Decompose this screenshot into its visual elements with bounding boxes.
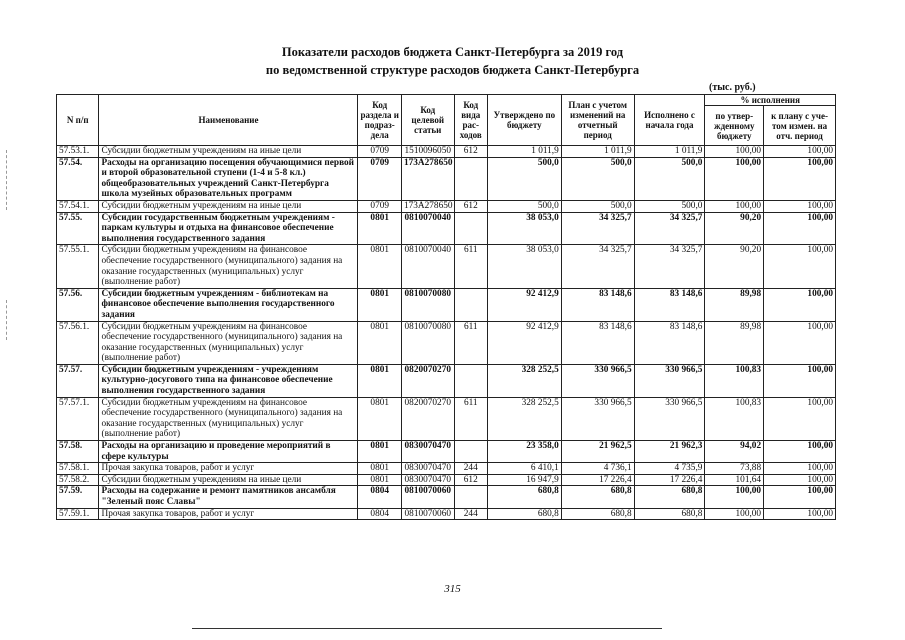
row-pct-plan: 100,00 xyxy=(764,212,836,245)
table-row xyxy=(57,288,836,321)
bottom-rule xyxy=(192,628,662,629)
row-number: 57.58. xyxy=(57,441,99,463)
row-pct-plan: 100,00 xyxy=(764,474,836,486)
table-row xyxy=(57,463,836,475)
row-executed: 83 148,6 xyxy=(634,321,705,364)
row-pct-plan: 100,00 xyxy=(764,245,836,288)
row-pct-approved: 100,83 xyxy=(705,364,764,397)
row-approved: 92 412,9 xyxy=(487,321,561,364)
row-plan: 500,0 xyxy=(561,200,634,212)
row-executed: 500,0 xyxy=(634,157,705,200)
row-name: Расходы на организацию посещения обучающимися первой и второй образовательной ступени (1-4 и 5-8 кл.) общеобразовательных учреждений Санкт-Петербурга школа музейных образовательных программ xyxy=(99,157,358,200)
row-number: 57.57. xyxy=(57,364,99,397)
row-name: Субсидии бюджетным учреждениям на финансовое обеспечение государственного (муниципального) задания на оказание государственных (муниципальных) услуг (выполнение работ) xyxy=(99,397,358,440)
row-target-code: 0810070060 xyxy=(401,486,454,508)
row-plan: 83 148,6 xyxy=(561,321,634,364)
row-number: 57.55.1. xyxy=(57,245,99,288)
row-number: 57.53.1. xyxy=(57,146,99,158)
row-executed: 83 148,6 xyxy=(634,288,705,321)
row-executed: 34 325,7 xyxy=(634,212,705,245)
row-approved: 38 053,0 xyxy=(487,245,561,288)
row-section-code: 0709 xyxy=(358,146,402,158)
row-target-code: 0830070470 xyxy=(401,463,454,475)
row-executed: 17 226,4 xyxy=(634,474,705,486)
row-plan: 21 962,5 xyxy=(561,441,634,463)
row-section-code: 0801 xyxy=(358,463,402,475)
row-name: Субсидии бюджетным учреждениям на иные цели xyxy=(99,146,358,158)
row-approved: 500,0 xyxy=(487,157,561,200)
row-executed: 4 735,9 xyxy=(634,463,705,475)
row-number: 57.56. xyxy=(57,288,99,321)
header-name: Наименование xyxy=(99,95,358,146)
row-section-code: 0801 xyxy=(358,397,402,440)
row-executed: 500,0 xyxy=(634,200,705,212)
row-target-code: 0820070270 xyxy=(401,397,454,440)
row-approved: 6 410,1 xyxy=(487,463,561,475)
row-pct-plan: 100,00 xyxy=(764,321,836,364)
row-approved: 38 053,0 xyxy=(487,212,561,245)
row-target-code: 0810070040 xyxy=(401,212,454,245)
row-pct-approved: 89,98 xyxy=(705,288,764,321)
page-number: 315 xyxy=(444,583,461,595)
row-name: Субсидии бюджетным учреждениям на иные цели xyxy=(99,474,358,486)
row-pct-approved: 100,83 xyxy=(705,397,764,440)
row-section-code: 0801 xyxy=(358,212,402,245)
row-target-code: 173A278650 xyxy=(401,157,454,200)
row-pct-approved: 100,00 xyxy=(705,157,764,200)
row-name: Прочая закупка товаров, работ и услуг xyxy=(99,463,358,475)
row-section-code: 0709 xyxy=(358,200,402,212)
row-pct-plan: 100,00 xyxy=(764,508,836,520)
page-title: Показатели расходов бюджета Санкт-Петербурга за 2019 год xyxy=(281,45,624,59)
row-number: 57.57.1. xyxy=(57,397,99,440)
row-type-code xyxy=(454,157,487,200)
row-pct-plan: 100,00 xyxy=(764,288,836,321)
row-approved: 328 252,5 xyxy=(487,364,561,397)
row-name: Прочая закупка товаров, работ и услуг xyxy=(99,508,358,520)
row-type-code xyxy=(454,364,487,397)
row-plan: 34 325,7 xyxy=(561,245,634,288)
row-approved: 328 252,5 xyxy=(487,397,561,440)
row-plan: 500,0 xyxy=(561,157,634,200)
header-section: Код раздела и подраз-дела xyxy=(358,95,402,146)
header-executed: Исполнено с начала года xyxy=(634,95,705,146)
row-approved: 16 947,9 xyxy=(487,474,561,486)
row-plan: 4 736,1 xyxy=(561,463,634,475)
table-row xyxy=(57,441,836,463)
row-pct-plan: 100,00 xyxy=(764,441,836,463)
row-name: Субсидии бюджетным учреждениям на финансовое обеспечение государственного (муниципального) задания на оказание государственных (муниципальных) услуг (выполнение работ) xyxy=(99,245,358,288)
table-row xyxy=(57,212,836,245)
margin-mark xyxy=(6,300,7,340)
row-executed: 330 966,5 xyxy=(634,364,705,397)
row-approved: 680,8 xyxy=(487,486,561,508)
row-number: 57.54.1. xyxy=(57,200,99,212)
row-executed: 34 325,7 xyxy=(634,245,705,288)
row-pct-plan: 100,00 xyxy=(764,146,836,158)
budget-table xyxy=(56,94,836,520)
row-name: Субсидии бюджетным учреждениям на иные цели xyxy=(99,200,358,212)
row-pct-approved: 90,20 xyxy=(705,245,764,288)
row-number: 57.55. xyxy=(57,212,99,245)
table-row xyxy=(57,157,836,200)
row-pct-plan: 100,00 xyxy=(764,463,836,475)
row-target-code: 173A278650 xyxy=(401,200,454,212)
row-type-code: 612 xyxy=(454,146,487,158)
row-plan: 330 966,5 xyxy=(561,397,634,440)
row-number: 57.59.1. xyxy=(57,508,99,520)
row-approved: 680,8 xyxy=(487,508,561,520)
row-name: Субсидии бюджетным учреждениям на финансовое обеспечение государственного (муниципального) задания на оказание государственных (муниципальных) услуг (выполнение работ) xyxy=(99,321,358,364)
row-pct-plan: 100,00 xyxy=(764,200,836,212)
row-type-code: 244 xyxy=(454,508,487,520)
row-pct-approved: 100,00 xyxy=(705,200,764,212)
row-section-code: 0709 xyxy=(358,157,402,200)
row-name: Расходы на содержание и ремонт памятников ансамбля "Зеленый пояс Славы" xyxy=(99,486,358,508)
row-executed: 21 962,3 xyxy=(634,441,705,463)
table-row xyxy=(57,508,836,520)
row-approved: 1 011,9 xyxy=(487,146,561,158)
row-target-code: 0810070040 xyxy=(401,245,454,288)
row-number: 57.59. xyxy=(57,486,99,508)
row-section-code: 0801 xyxy=(358,321,402,364)
row-type-code: 612 xyxy=(454,474,487,486)
row-pct-approved: 89,98 xyxy=(705,321,764,364)
header-type: Код вида рас-ходов xyxy=(454,95,487,146)
row-executed: 1 011,9 xyxy=(634,146,705,158)
row-pct-approved: 94,02 xyxy=(705,441,764,463)
row-section-code: 0804 xyxy=(358,508,402,520)
row-section-code: 0804 xyxy=(358,486,402,508)
row-name: Субсидии бюджетным учреждениям - библиотекам на финансовое обеспечение выполнения государственного задания xyxy=(99,288,358,321)
row-number: 57.56.1. xyxy=(57,321,99,364)
row-plan: 17 226,4 xyxy=(561,474,634,486)
row-approved: 92 412,9 xyxy=(487,288,561,321)
row-target-code: 1510096050 xyxy=(401,146,454,158)
row-plan: 1 011,9 xyxy=(561,146,634,158)
row-section-code: 0801 xyxy=(358,441,402,463)
row-type-code xyxy=(454,441,487,463)
row-plan: 680,8 xyxy=(561,486,634,508)
row-target-code: 0810070060 xyxy=(401,508,454,520)
row-executed: 680,8 xyxy=(634,486,705,508)
units-label: (тыс. руб.) xyxy=(709,82,756,93)
row-type-code: 611 xyxy=(454,397,487,440)
row-number: 57.58.1. xyxy=(57,463,99,475)
row-name: Расходы на организацию и проведение мероприятий в сфере культуры xyxy=(99,441,358,463)
header-pct-group: % исполнения xyxy=(705,95,836,106)
row-pct-plan: 100,00 xyxy=(764,486,836,508)
table-row xyxy=(57,245,836,288)
row-pct-approved: 101,64 xyxy=(705,474,764,486)
header-pct-approved: по утвер-жденному бюджету xyxy=(705,106,764,146)
table-row xyxy=(57,397,836,440)
row-section-code: 0801 xyxy=(358,288,402,321)
row-target-code: 0830070470 xyxy=(401,441,454,463)
row-approved: 500,0 xyxy=(487,200,561,212)
table-body xyxy=(57,146,836,520)
row-section-code: 0801 xyxy=(358,474,402,486)
table-row xyxy=(57,486,836,508)
header-target: Код целевой статьи xyxy=(401,95,454,146)
page-subtitle: по ведомственной структуре расходов бюджета Санкт-Петербурга xyxy=(265,63,640,77)
row-pct-plan: 100,00 xyxy=(764,157,836,200)
row-type-code: 611 xyxy=(454,321,487,364)
header-pct-plan: к плану с уче-том измен. на отч. период xyxy=(764,106,836,146)
row-name: Субсидии бюджетным учреждениям - учреждениям культурно-досугового типа на финансовое обеспечение выполнения государственного задания xyxy=(99,364,358,397)
row-number: 57.54. xyxy=(57,157,99,200)
table-row xyxy=(57,364,836,397)
row-section-code: 0801 xyxy=(358,364,402,397)
table-row xyxy=(57,200,836,212)
row-target-code: 0820070270 xyxy=(401,364,454,397)
row-pct-approved: 100,00 xyxy=(705,486,764,508)
row-pct-plan: 100,00 xyxy=(764,397,836,440)
row-type-code: 244 xyxy=(454,463,487,475)
row-number: 57.58.2. xyxy=(57,474,99,486)
row-target-code: 0830070470 xyxy=(401,474,454,486)
row-pct-approved: 100,00 xyxy=(705,146,764,158)
row-pct-approved: 100,00 xyxy=(705,508,764,520)
header-num: N п/п xyxy=(57,95,99,146)
row-type-code xyxy=(454,212,487,245)
row-type-code xyxy=(454,288,487,321)
row-section-code: 0801 xyxy=(358,245,402,288)
row-type-code: 611 xyxy=(454,245,487,288)
row-pct-approved: 73,88 xyxy=(705,463,764,475)
row-approved: 23 358,0 xyxy=(487,441,561,463)
row-type-code: 612 xyxy=(454,200,487,212)
table-row xyxy=(57,146,836,158)
row-executed: 680,8 xyxy=(634,508,705,520)
header-approved: Утверждено по бюджету xyxy=(487,95,561,146)
row-pct-plan: 100,00 xyxy=(764,364,836,397)
row-plan: 680,8 xyxy=(561,508,634,520)
row-name: Субсидии государственным бюджетным учреждениям - паркам культуры и отдыха на финансовое обеспечение выполнения государственного задания xyxy=(99,212,358,245)
row-target-code: 0810070080 xyxy=(401,288,454,321)
row-target-code: 0810070080 xyxy=(401,321,454,364)
margin-mark xyxy=(6,150,7,210)
row-plan: 83 148,6 xyxy=(561,288,634,321)
header-plan: План с учетом изменений на отчетный период xyxy=(561,95,634,146)
row-executed: 330 966,5 xyxy=(634,397,705,440)
row-type-code xyxy=(454,486,487,508)
row-plan: 330 966,5 xyxy=(561,364,634,397)
table-row xyxy=(57,474,836,486)
table-row xyxy=(57,321,836,364)
row-plan: 34 325,7 xyxy=(561,212,634,245)
row-pct-approved: 90,20 xyxy=(705,212,764,245)
